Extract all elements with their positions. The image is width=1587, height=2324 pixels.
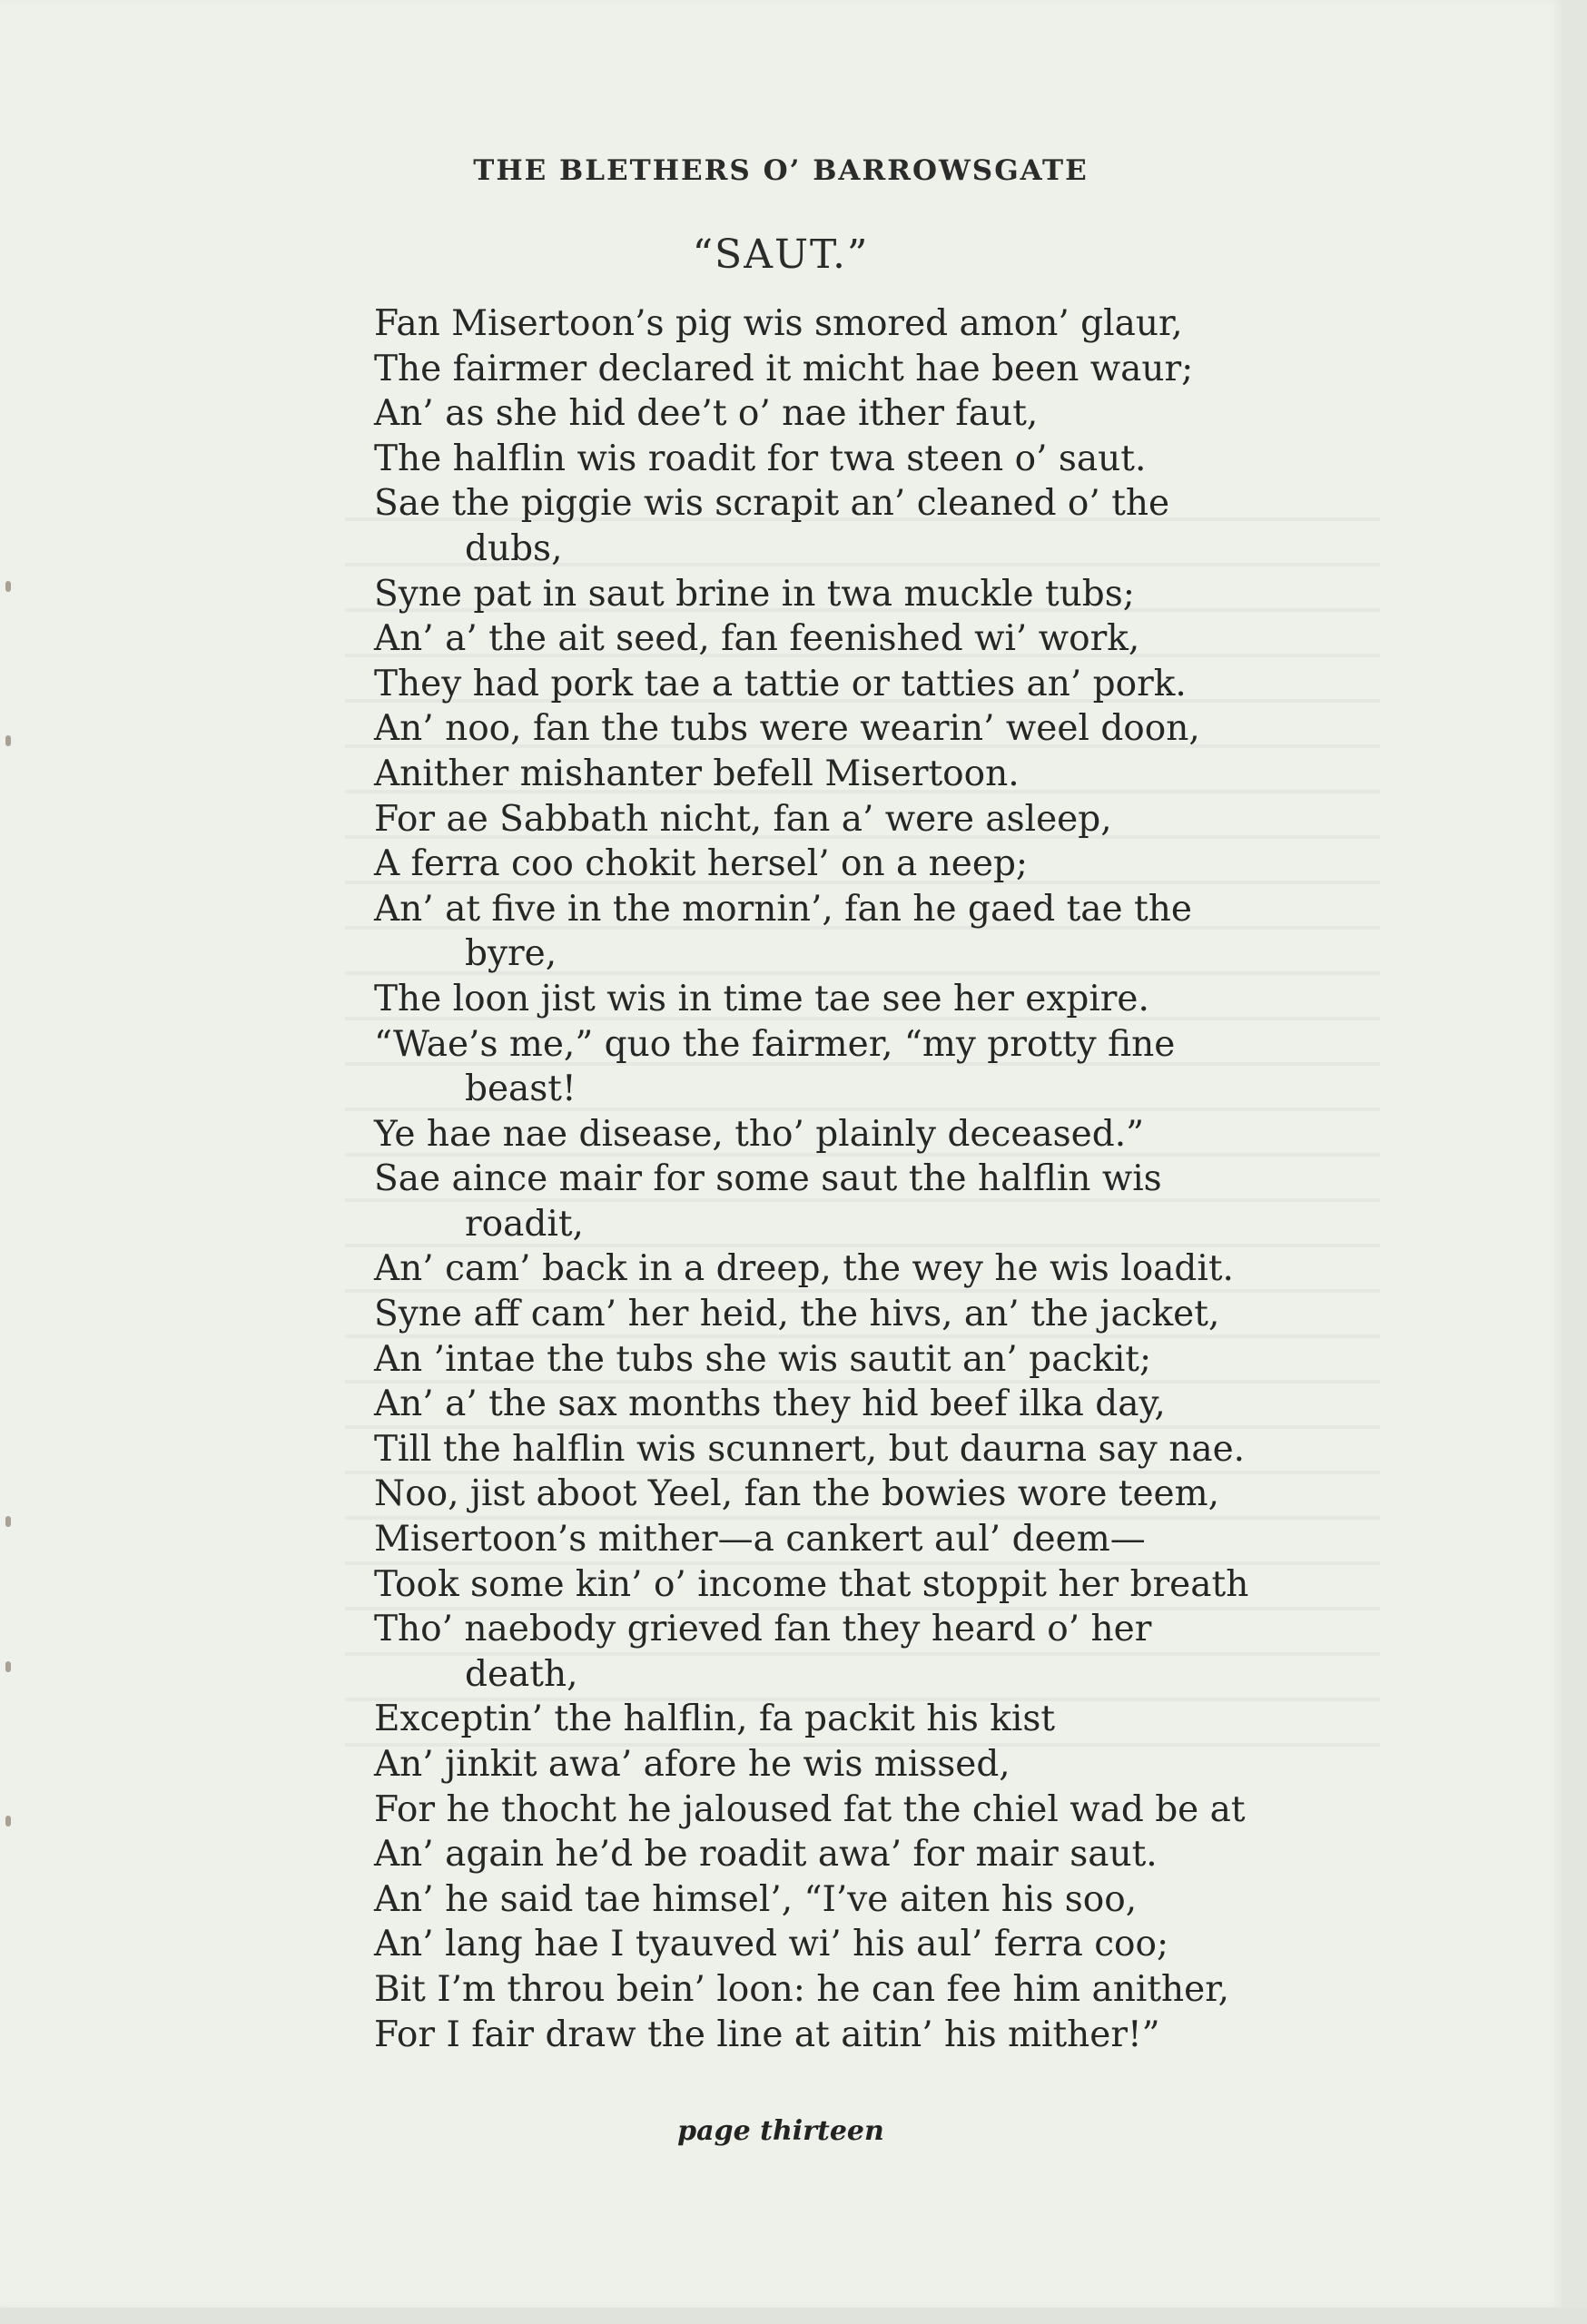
margin-mark <box>5 1816 11 1827</box>
poem-line: An’ noo, fan the tubs were wearin’ weel doon, <box>374 708 1200 750</box>
poem-line: The loon jist wis in time tae see her expire. <box>374 978 1149 1019</box>
running-head: THE BLETHERS O’ BARROWSGATE <box>473 154 1089 187</box>
poem-line: Anither mishanter befell Misertoon. <box>374 753 1020 794</box>
poem-line: Till the halflin wis scunnert, but daurna say nae. <box>374 1428 1246 1470</box>
margin-mark <box>5 581 11 592</box>
poem-body <box>374 301 1355 2057</box>
poem-line: Sae the piggie wis scrapit an’ cleaned o’ the <box>374 483 1170 525</box>
poem-line: Tho’ naebody grieved fan they heard o’ her <box>374 1609 1152 1650</box>
margin-mark <box>5 1516 11 1527</box>
poem-line: An’ as she hid dee’t o’ nae ither faut, <box>374 393 1039 435</box>
poem-line: An’ again he’d be roadit awa’ for mair saut. <box>374 1834 1158 1876</box>
poem-line: Exceptin’ the halflin, fa packit his kist <box>374 1699 1056 1740</box>
poem-line: An’ he said tae himsel’, “I’ve aiten his soo, <box>374 1878 1138 1920</box>
poem-line: Noo, jist aboot Yeel, fan the bowies wore teem, <box>374 1473 1220 1515</box>
page-edge <box>1562 0 1587 2324</box>
margin-mark <box>5 735 11 746</box>
poem-line: An’ jinkit awa’ afore he wis missed, <box>374 1744 1010 1785</box>
poem-line: For ae Sabbath nicht, fan a’ were asleep, <box>374 798 1112 840</box>
poem-line: An’ a’ the ait seed, fan feenished wi’ work, <box>374 618 1140 660</box>
poem-line: Fan Misertoon’s pig wis smored amon’ glaur, <box>374 303 1183 344</box>
poem-line: An ’intae the tubs she wis sautit an’ packit; <box>374 1338 1152 1380</box>
poem-line: The halflin wis roadit for twa steen o’ saut. <box>374 438 1147 479</box>
poem-line: An’ cam’ back in a dreep, the wey he wis loadit. <box>374 1248 1234 1290</box>
poem-line: An’ lang hae I tyauved wi’ his aul’ ferra coo; <box>374 1924 1169 1965</box>
poem-line: An’ a’ the sax months they hid beef ilka day, <box>374 1384 1166 1425</box>
poem-line-continuation: roadit, <box>465 1203 584 1245</box>
poem-line-continuation: death, <box>465 1653 578 1695</box>
poem-line: A ferra coo chokit hersel’ on a neep; <box>374 843 1029 885</box>
poem-line: Sae aince mair for some saut the halflin wis <box>374 1158 1162 1200</box>
poem-line: Ye hae nae disease, tho’ plainly deceased.” <box>374 1113 1145 1155</box>
poem-line: Syne pat in saut brine in twa muckle tubs; <box>374 573 1135 615</box>
margin-mark <box>5 1661 11 1672</box>
poem-line: Took some kin’ o’ income that stoppit her breath <box>374 1563 1249 1605</box>
poem-line: An’ at five in the mornin’, fan he gaed tae the <box>374 888 1192 930</box>
poem-line-continuation: byre, <box>465 933 557 975</box>
poem-line: They had pork tae a tattie or tatties an’ pork. <box>374 663 1187 704</box>
poem-line: Misertoon’s mither—a cankert aul’ deem— <box>374 1519 1146 1561</box>
page-number: page thirteen <box>677 2115 884 2147</box>
poem-line: Syne aff cam’ her heid, the hivs, an’ the jacket, <box>374 1294 1220 1335</box>
poem-line-continuation: beast! <box>465 1068 577 1110</box>
poem-line-continuation: dubs, <box>465 527 563 569</box>
poem-line: For I fair draw the line at aitin’ his mither!” <box>374 2014 1160 2055</box>
poem-line: Bit I’m throu bein’ loon: he can fee him anither, <box>374 1968 1229 2010</box>
poem-title: “SAUT.” <box>692 231 870 278</box>
page-bottom-edge <box>0 2308 1587 2324</box>
poem-line: “Wae’s me,” quo the fairmer, “my protty fine <box>374 1023 1176 1065</box>
poem-line: For he thocht he jaloused fat the chiel wad be at <box>374 1788 1246 1830</box>
poem-line: The fairmer declared it micht hae been waur; <box>374 348 1194 389</box>
